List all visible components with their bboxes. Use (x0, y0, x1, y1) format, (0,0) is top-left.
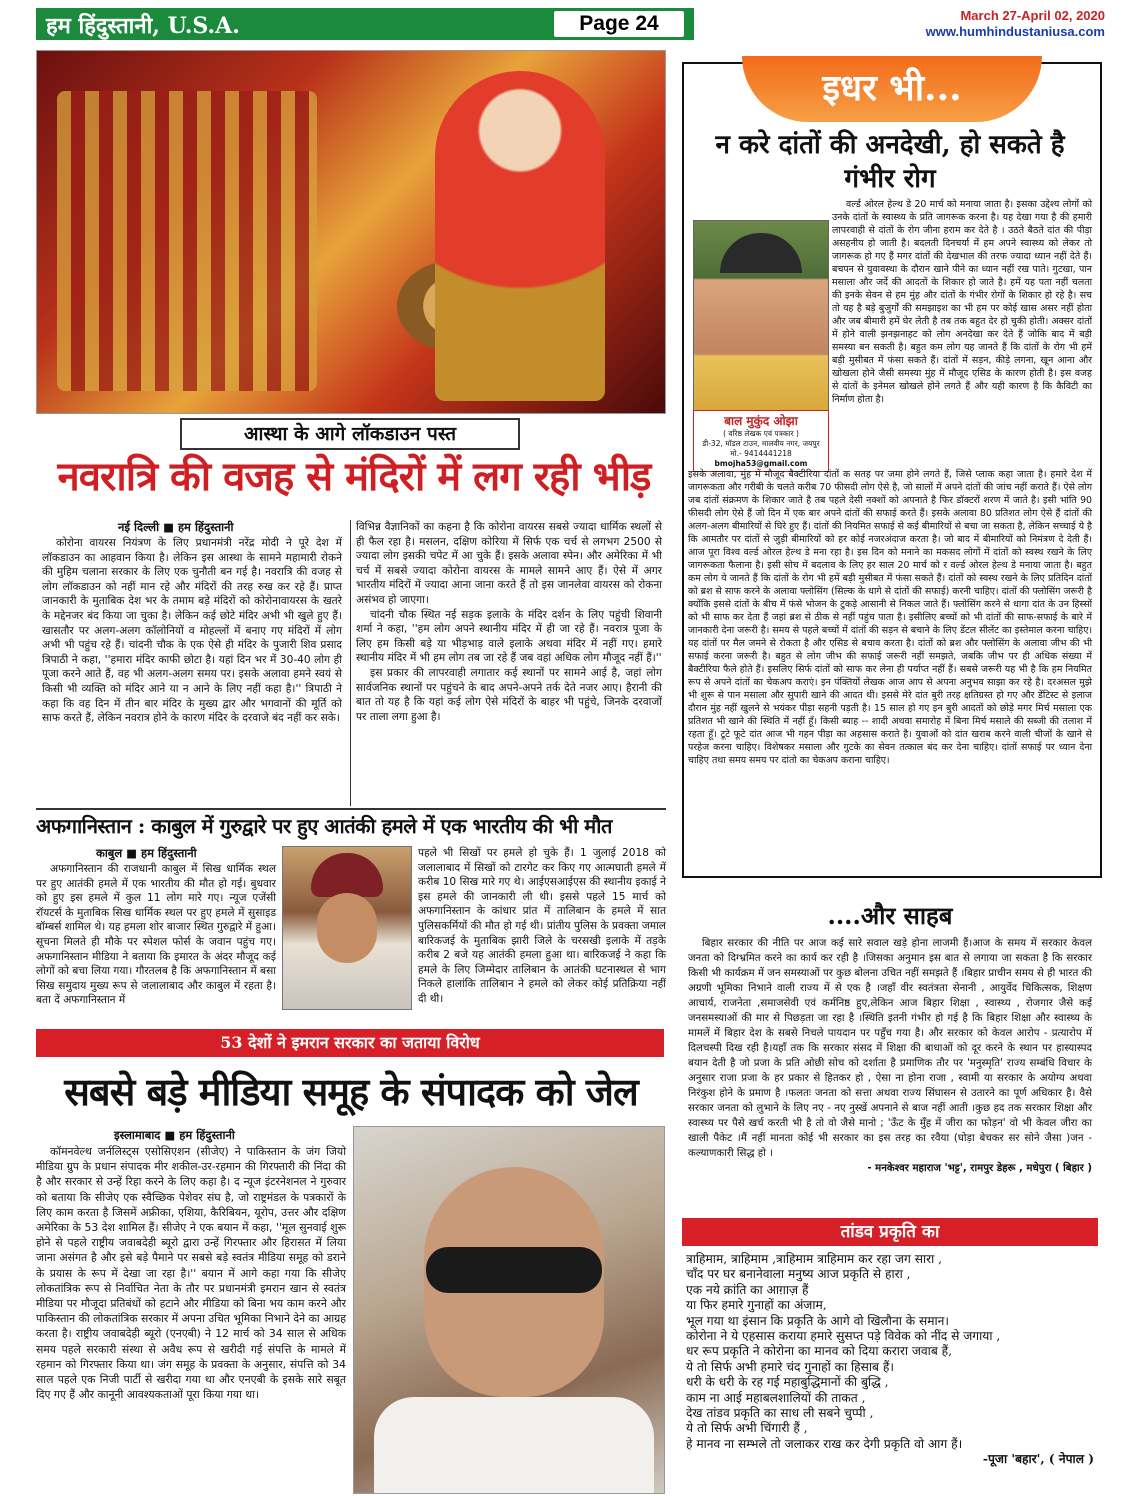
poem-line: भूल गया था इंसान कि प्रकृति के आगे वो खिलौना के समान। (686, 1313, 950, 1328)
afghan-col1 (36, 862, 276, 1008)
teeth-body-bottom (688, 468, 1092, 767)
aur-sahab-body (688, 936, 1092, 1176)
face-shape (317, 893, 377, 963)
poem-line: कोरोना ने ये एहसास कराया हमारे सुसप्त पड़े विवेक को नींद से जगाया , (686, 1329, 1001, 1344)
poem-line: देख तांडव प्रकृति का साध ली सबने चुप्पी , (686, 1406, 874, 1421)
tandav-banner: तांडव प्रकृति का (682, 1218, 1098, 1246)
navratri-col2-para1: विभिन्न वैज्ञानिकों का कहना है कि कोरोना वायरस सबसे ज्यादा धार्मिक स्थलों से ही फैल रहा है। मसलन, दक्षिण कोरिया में सिर्फ एक चर्च से लगभग 2500 से ज्यादा लोग इसकी चपेट में आ चुके हैं। इसके अलावा स्पेन। और अमेरिका में भी चर्च में सबसे ज्यादा कोरोना वायरस के मामले सामने आए हैं। ऐसे में अगर भारतीय मंदिरों में ज्यादा आना जाना करते हैं तो इस जानलेवा वायरस को रोकना असंभव हो जाएगा। (356, 521, 662, 606)
issue-date: March 27-April 02, 2020 (960, 8, 1105, 23)
poem-line: या फिर हमारे गुनाहों का अंजाम, (686, 1298, 827, 1313)
temple-shrine-image (57, 91, 317, 391)
navratri-col2-para3: इस प्रकार की लापरवाही लगातार कई स्थानों पर सामने आई है, जहां लोग सार्वजनिक स्थानों पर पहुंचने के बाद अपने-अपने तर्क देते नजर आए। हैरानी की बात तो यह है कि यहां कई लोग ऐसे मंदिरों के बाहर भी पहुंचे, जिनके दरवाजों पर ताला लगा हुआ है। (356, 666, 662, 723)
hair-shape (720, 233, 802, 273)
navratri-col1-text: कोरोना वायरस नियंत्रण के लिए प्रधानमंत्री नरेंद्र मोदी ने पूरे देश में लॉकडाउन का आहवान किया है। लेकिन इस आस्था के सामने महामारी रोकने की मुहिम चलाना सरकार के लिए एक चुनौती बन गई है। नवरात्रि की वजह से लोग लॉकडाउन को नहीं मान रहे और मंदिरों की तरह रुख कर रहे हैं। प्राप्त जानकारी के मुताबिक देश भर के तमाम बड़े मंदिरों को कोरोनावायरस के खतरे के मद्देनजर बंद किया जा चुका है। लेकिन कई छोटे मंदिर अभी भी खुले हुए हैं। खासतौर पर अलग-अलग कॉलोनियों व मोहल्लों में बनाए गए मंदिरों में लोग अभी भी पहुंच रहे हैं। चांदनी चौक के एक ऐसे ही मंदिर के पुजारी शिव प्रसाद त्रिपाठी ने कहा, ''हमारा मंदिर काफी छोटा है। यहां दिन भर में 30-40 लोग ही पूजा करने आते हैं, वह भी अलग-अलग समय पर। इसके अलावा हमने स्वयं से किसी भी व्यक्ति को मंदिर आने या न आने के लिए नहीं कहा है।'' त्रिपाठी ने कहा कि वह दिन में तीन बार मंदिर के मुख्य द्वार और भगवानों की मूर्ति को साफ करते हैं, लेकिन नवरात्र होने के कारण मंदिर के दरवाजे बंद नहीं कर सके। (42, 537, 342, 725)
navratri-kicker: आस्था के आगे लॉकडाउन पस्त (180, 418, 520, 450)
poem-credit: -पूजा 'बहार', ( नेपाल ) (982, 1452, 1094, 1467)
section-rule (36, 808, 666, 810)
idhar-bhi-banner: इधर भी... (742, 56, 1042, 122)
pakistan-body-text: कॉमनवेल्थ जर्नलिस्ट्स एसोसिएशन (सीजेए) ने पाकिस्तान के जंग जियो मीडिया ग्रुप के प्रधान संपादक मीर शकील-उर-रहमान की गिरफ्तारी की निंदा की है और सरकार से उन्हें रिहा करने के लिए कहा है। द न्यूज इंटरनेशनल ने गुरुवार को बताया कि सीजेए एक स्वैच्छिक पेशेवर संघ है, जो राष्ट्रमंडल के पत्रकारों के लिए काम करता है जिसमें अफ्रीका, एशिया, कैरिबियन, यूरोप, उत्तर और दक्षिण अमेरिका के 53 देश शामिल हैं। सीजेए ने एक बयान में कहा, ''मूल सुनवाई शुरू होने से पहले राष्ट्रीय जवाबदेही ब्यूरो द्वारा उन्हें गिरफ्तार और हिरासत में लिया जाना असंगत है और इसे बड़े पैमाने पर सबसे बड़े स्वतंत्र मीडिया समूह को डराने के प्रयास के रूप में देखा जा रहा है।'' बयान में आगे कहा गया कि सीजेए लोकतांत्रिक रूप से निर्वाचित नेता के तौर पर प्रधानमंत्री इमरान खान से स्वतंत्र मीडिया पर मौजूदा प्रतिबंधों को हटाने और मीडिया को बिना भय काम करने और पाकिस्तान की लोकतांत्रिक सरकार में अपना उचित भूमिका निभाने देने का आग्रह करता है। राष्ट्रीय जवाबदेही ब्यूरो (एनएबी) ने 12 मार्च को 34 साल से अधिक समय पहले सरकारी संस्था से अवैध रूप से खरीदी गई संपत्ति के मामले में रहमान को गिरफ्तार किया था। जंग समूह के प्रवक्ता के अनुसार, संपत्ति को 34 साल पहले एक निजी पार्टी से खरीदा गया था और एनएबी के इसके सारे सबूत दिए गए हैं और कानूनी आवश्यकताओं पूरा किया गया था। (36, 1145, 346, 1402)
author-name: बाल मुकुंद ओझा (724, 414, 798, 428)
turban-shape (311, 853, 383, 897)
goddess-idol-image (435, 71, 605, 401)
afghan-headline: अफगानिस्तान : काबुल में गुरुद्वारे पर हुए आतंकी हमले में एक भारतीय की भी मौत (36, 814, 612, 838)
website-link[interactable]: www.humhindustaniusa.com (925, 24, 1105, 39)
pakistan-banner: 53 देशों ने इमरान सरकार का जताया विरोध (36, 1029, 664, 1057)
author-photo (693, 220, 829, 412)
tandav-poem (686, 1252, 1094, 1468)
navratri-col2-para2: चांदनी चौक स्थित नई सड़क इलाके के मंदिर दर्शन के लिए पहुंची शिवानी शर्मा ने कहा, ''हम लोग अपने स्थानीय मंदिर में ही जा रहे हैं। नवरात्र पूजा के लिए हम किसी बड़े या भीड़भाड़ वाले इलाके अथवा मंदिर में नहीं गए। हमारे स्थानीय मंदिर में भी हम लोग तब जा रहे हैं जब वहां अधिक लोग मौजूद नहीं हैं।'' (356, 608, 662, 665)
poem-line: काम ना आई महाबलशालियों की ताकत , (686, 1390, 866, 1405)
afghan-col1-text: अफगानिस्तान की राजधानी काबुल में सिख धार्मिक स्थल पर हुए आतंकी हमले में एक भारतीय की मौत हो गई। बुधवार को हुए इस हमले में कुल 11 लोग मारे गए। न्यूज एजेंसी रॉयटर्स के मुताबिक सिख धार्मिक स्थल पर हुए हमले में सुसाइड बॉम्बर्स शामिल थे। यह हमला शोर बाजार स्थित गुरुद्वारे में हुआ। सूचना मिलते ही मौके पर स्पेशल फोर्स के जवान पहुंच गए। अफगानिस्तान मीडिया ने बताया कि इमारत के अंदर मौजूद कई लोगों को बचा लिया गया। गौरतलब है कि अफगानिस्तान में बसा सिख समुदाय मुख्य रूप से जलालाबाद और काबुल में रहता है। बता दें अफगानिस्तान में (36, 863, 276, 1007)
author-card (693, 410, 829, 472)
poem-line: त्राहिमाम, त्राहिमाम ,त्राहिमाम त्राहिमाम कर रहा जग सारा , (686, 1252, 942, 1266)
shirt-shape (374, 1397, 654, 1494)
teeth-body-top (832, 198, 1092, 406)
author-role: ( वरिष्ठ लेखक एवं पत्रकार ) (723, 429, 799, 438)
navratri-headline: नवरात्रि की वजह से मंदिरों में लग रही भीड़ (57, 453, 651, 500)
masthead-bar (36, 8, 694, 40)
afghan-col2-text: पहले भी सिखों पर हमले हो चुके हैं। 1 जुलाई 2018 को जलालाबाद में सिखों को टारगेट कर किए गए आत्मघाती हमले में करीब 10 सिख मारे गए थे। आईएसआईएस की स्थानीय इकाई ने इस हमले की जानकारी ली थी। इससे पहले 15 मार्च को अफगानिस्तान के कांधार प्रांत में तालिबान के हमले में सात पुलिसकर्मियों की मौत हो गई थी। प्रांतीय पुलिस के प्रवक्ता जमाल बारिकजई के मुताबिक झारी जिले के चरसखी इलाके में तड़के करीब 2 बजे यह आतंकी हमला हुआ था। बारिकजई ने कहा कि हमले के लिए जिम्मेदार तालिबान के आतंकी घटनास्थल से भाग निकले हालांकि तालिबान ने हमले को लेकर कोई प्रतिक्रिया नहीं दी थी। (418, 847, 666, 1005)
poem-line: ये तो सिर्फ अभी चिंगारी हैं , (686, 1421, 808, 1436)
afghan-col2 (418, 846, 666, 1007)
masthead-title: हम हिंदुस्तानी, U.S.A. (46, 13, 240, 39)
author-email[interactable]: bmojha53@gmail.com (714, 459, 808, 468)
poem-line: हे मानव ना सम्भले तो जलाकर राख कर देगी प्रकृति वो आग हैं। (686, 1436, 963, 1451)
aur-sahab-headline: ....और साहब (827, 901, 953, 930)
poem-line: एक नये क्रांति का आग़ाज़ हैं (686, 1282, 809, 1297)
afghan-dateline: काबुल ■ हम हिंदुस्तानी (96, 846, 197, 860)
poem-line: धरी के धरी के रह गई महाबुद्धिमानों की बुद्धि , (686, 1375, 889, 1390)
pakistan-dateline: इस्लामाबाद ■ हम हिंदुस्तानी (114, 1128, 235, 1142)
navratri-col1 (42, 536, 342, 726)
teeth-headline: न करे दांतों की अनदेखी, हो सकते है गंभीर रोग (715, 130, 1065, 194)
teeth-body-bottom-text: इसके अलावा, मुंह में मौजूद बैक्टीरिया दांतों क सतह पर जमा होने लगते हैं, जिसे प्लाक कहा जाता है। हमारे देश में जागरूकता और गरीबी के चलते करीब 70 फीसदी लोग ऐसे है, जो सालों में अपने दांतों की जांच नहीं कराते हैं। ऐसे लोग जब दांतों संक्रमण के शिकार जाते है तब पहले देसी नक्शों को अपनाते है फिर डॉक्टरों शरण में जाते है। इसी भांति 90 फीसदी लोग ऐसे हैं जो दिन में एक बार अपने दांतों की सफाई करते हैं। इसके अलावा 80 प्रतिशत लोग ऐसे हैं दांतों की अलग-अलग बीमारियों से घिरे हुए हैं। दांतों की नियमित सफाई से कई बीमारियों से बचा जा सकता है, लेकिन सच्चाई ये है कि आमतौर पर दांतों से जुड़ी बीमारियों को हर कोई नजरअंदाज करता है। जो बाद में बीमारियों को निमंत्रण दे देती हैं। आज पूरा विश्व वर्ल्ड ओरल हेल्थ डे मना रहा है। इस दिन को मनाने का मकसद लोगों में दांतों को स्वस्थ रखने के लिए जागरूकता फैलाना है। इसी सोच में बदलाव के लिए हर साल 20 मार्च को र वर्ल्ड ओरल हेल्थ डे मनाया जाता है। बहुत कम लोग ये जानते हैं कि दांतों के रोग भी हमें बड़ी मुसीबत में फंसा सकते हैं। दांतों को स्वस्थ रखने के लिए प्रतिदिन दांतों को ब्रश से साफ करने के अलावा फ्लोसिंग (सिल्क के धागे से दांतों की सफाई) करनी चाहिए। दांतों की फ्लोसिंग जरूरी है क्योंकि इससे दांतों के बीच में फंसे भोजन के टुकड़े आसानी से निकल जाते हैं। फ्लोसिंग करने से धागा दांत के उन हिस्सों को भी साफ कर देता हैं जहां ब्रश से ठीक से नहीं पहुंच पाता है। इसीलिए बच्चों को भी दांतों की साफ-सफाई के बारे में जानकारी देना जरूरी है। समय से पहले बच्चों में दांतों की सड़न से बचाने के लिए डेंटल सीलेंट का इस्तेमाल करना चाहिए। यह दांतों पर मैल जमने से रोकता है और एसिड से बचाव करता है। दांतों को ब्रश और फ्लोसिंग के अलावा जीभ की भी सफाई करना जरूरी है। बहुत से लोग जीभ की सफाई जरूरी नहीं समझते, जबकि जीभ पर ही अधिक संख्या में बैक्टीरिया फैले होते हैं। इसलिए सिर्फ दांतों को साफ कर लेना ही पर्याप्त नहीं हैं। सबसे जरूरी यह भी है कि हम नियमित रूप से अपने दांतों का चेकअप कराएं। इन पंक्तियों लेखक आज आप से अपना अनुभव साझा कर रहे है। दरअसल मुझे भी शुरू से पान मसाला और सुपारी खाने की आदत थी। इससे मेरे दांत बुरी तरह क्षतिग्रस्त हो गए और डेंटिस्ट से इलाज दौरान मुंह नहीं खुलने से भयंकर पीड़ा सहनी पड़ती है। 15 साल हो गए इन बुरी आदतों को छोड़े मगर मिर्च मसाला एक प्रतिशत भी खाने की स्थिति में नहीं हूँ। किसी ब्याह -- शादी अथवा समारोह में बिना मिर्च मसाले की सब्जी की तलाश में रहता हूँ। टूटे फूटे दांत आज भी गहन पीड़ा का अहसास कराते है। युवाओं को दांत खराब करने वाली चीजों के खाने से परहेज करना चाहिए। विशेषकर मसाला और गुटके का सेवन तत्काल बंद कर देना चाहिए। दांतों सफाई पर ध्यान देना चाहिए तथा समय समय पर दांतो का चेकअप कराना चाहिए। (688, 469, 1092, 766)
poem-line: ये तो सिर्फ अभी हमारे चंद गुनाहों का हिसाब हैं। (686, 1359, 894, 1374)
poem-line: चाँद पर घर बनानेवाला मनुष्य आज प्रकृति से हारा , (686, 1267, 911, 1282)
navratri-col2 (356, 520, 662, 724)
editor-photo (353, 1126, 665, 1494)
pakistan-headline: सबसे बड़े मीडिया समूह के संपादक को जेल (64, 1069, 638, 1114)
author-phone: मो.- 9414441218 (730, 449, 792, 458)
column-divider (350, 520, 351, 806)
navratri-dateline: नई दिल्ली ■ हम हिंदुस्तानी (118, 520, 234, 534)
teeth-body-top-text: वर्ल्ड ओरल हेल्थ डे 20 मार्च को मनाया जाता है। इसका उद्देश्य लोगों को उनके दांतों के स्वास्थ्य के प्रति जागरूक करना है। यह देखा गया है की हमारी लापरवाही से दांतों के रोग जीना हराम कर देते है । उठते बैठते दांत की पीड़ा असहनीय हो जाती है। बदलती दिनचर्या में हम अपने स्वास्थ्य को लेकर तो जागरूक हो गए हैं मगर दांतों की देखभाल की तरफ ज्यादा ध्यान नहीं देते हैं। बचपन से युवावस्था के दौरान खाने पीने का ध्यान नहीं रख पाते। गुटखा, पान मसाला और जर्दे की आदतों के शिकार हो जाते है। हमें यह पता नहीं चलता की इनके सेवन से हम मुंह और दांतों के गंभीर रोगों के शिकार हो रहे है। सच तो यह है बड़े बुजुर्गों की समझाइश का भी हम पर कोई खास असर नहीं होता और जब बीमारी हमें घेर लेती है तब तक बहुत देर हो चुकी होती। अक्सर दांतों में होने वाली झनझनाहट को लोग अनदेखा कर देते हैं जोकि बाद में बड़ी समस्या बन सकती है। बहुत कम लोग यह जानते हैं कि दांतों के रोग भी हमें बड़ी मुसीबत में फंसा सकते हैं। दांतों में सड़न, कीड़े लगना, खून आना और खोखला होने जैसी समस्या मुंह में मौजूद एसिड के कारण होती है। इस वजह से दांतों के इनेमल खोखले होने लगते हैं और यही कारण है कि कैविटी का निर्माण होता है। (832, 199, 1092, 405)
author-address: डी-32, मॉडल टाउन, मालवीय नगर, जयपुर (702, 439, 820, 448)
page-number: Page 24 (554, 11, 684, 37)
temple-photo (36, 50, 666, 414)
sunglasses-shape (426, 1247, 602, 1293)
pakistan-body (36, 1144, 346, 1402)
aur-sahab-body-text: बिहार सरकार की नीति पर आज कई सारे सवाल खड़े होना लाजमी हैं।आज के समय में सरकार केवल जनता को दिग्भ्रमित करने का कार्य कर रही है ।जिसका अनुमान इस बात से लगाया जा सकता है कि सरकार किसी भी कार्यक्रम में जन समस्याओं पर कुछ बोलना उचित नहीं समझते हैं ।बिहार प्राचीन समय से ही भारत की अग्रणी भूमिका निभाने वाली राज्य में से एक है ।जहाँ वीर स्वतंत्रता सेनानी , आयुर्वेद चिकित्सक, शिक्षण आचार्य, राजनेता ,समाजसेवी एवं कर्मनिष्ठ हुए,लेकिन आज बिहार शिक्षा , स्वास्थ्य , रोजगार जैसे कई जनसमस्याओं की मार से पिछड़ता जा रहा है ।स्थिति इतनी गंभीर हो गई है कि बिहार शिक्षा और स्वास्थ्य के मामलें में बिहार देश के सबसे निचले पायदान पर पहुँच गया है। और सरकार को केवल आरोप - प्रत्यारोप में दिलचस्पी दिख रही है।यहाँ तक कि सरकार संसद में शिक्षा की बाधाओं को दूर करने के स्थान पर हास्यास्पद बयान देती है जो प्रजा के प्रति ओछी सोच को दर्शाता है प्रमाणिक तौर पर 'मनुस्मृति' राज्य सम्बंधि विचार के अनुसार राजा प्रजा के हर प्रकार से हितकर हो , ऐसा ना होना राजा , स्वामी या सरकार के अयोग्य अथवा निरंकुश होने के प्रमाण है ।फलतः जनता को सत्ता अथवा राज्य सिंघासन से उतारने का पूर्ण अधिकार है। वैसे सरकार जनता को लुभाने के लिए नए - नए नुस्खें अपनाने से बाज नहीं आती ।कुछ हद तक सरकार शिक्षा और स्वास्थ्य पर पैसे खर्च करती भी है तो वो जैसे मानो ; 'ऊँट के मुँह में जीरा का फोड़न' वो भी केवल जीरा का खाली पैकेट ।मैं नहीं मानता कोई भी सरकार का इस तरह का रवैया (घोड़ा बेचकर सर सोने जैसा )जन - कल्याणकारी सिद्ध हो । (688, 938, 1092, 1159)
aur-sahab-credit: - मनकेश्वर महाराज 'भट्ट', रामपुर डेहरू , मधेपुरा ( बिहार ) (867, 1163, 1092, 1174)
poem-line: धर रूप प्रकृति ने कोरोना का मानव को दिया करारा जवाब हैं, (686, 1344, 953, 1359)
sikh-man-photo (282, 846, 412, 1010)
